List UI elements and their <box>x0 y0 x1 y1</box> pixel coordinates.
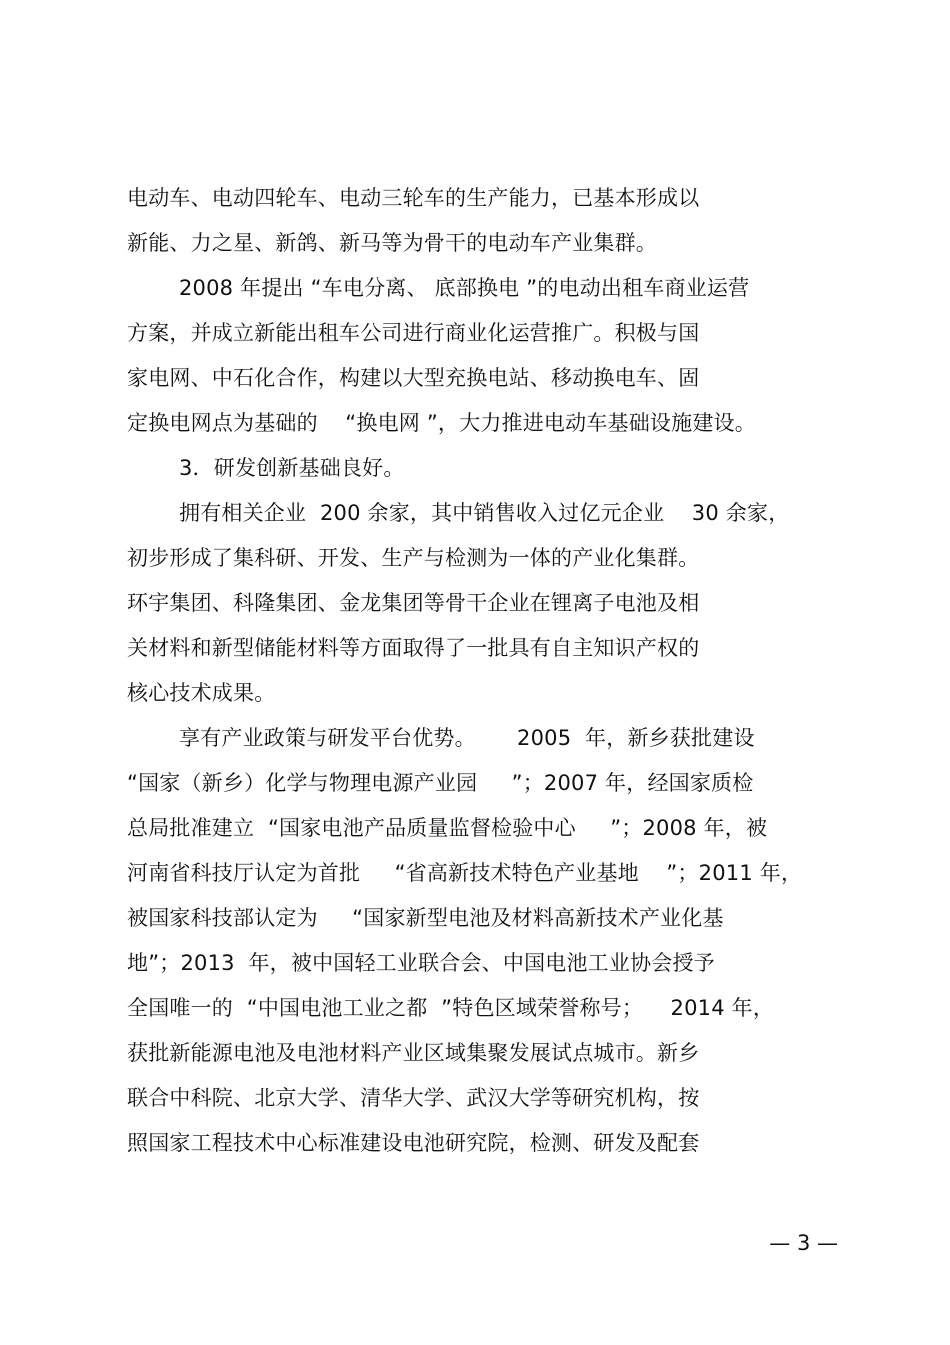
text-line: 电动车、电动四轮车、电动三轮车的生产能力，已基本形成以 <box>127 186 700 210</box>
text-line: 照国家工程技术中心标准建设电池研究院，检测、研发及配套 <box>127 1131 700 1155</box>
text-line: 联合中科院、北京大学、清华大学、武汉大学等研究机构，按 <box>127 1086 700 1110</box>
text-line: 享有产业政策与研发平台优势。 2005 年，新乡获批建设 <box>179 726 755 750</box>
text-line: 2008 年提出 “车电分离、 底部换电 ”的电动出租车商业运营 <box>179 276 750 300</box>
text-line: 家电网、中石化合作，构建以大型充换电站、移动换电车、固 <box>127 366 700 390</box>
text-line: 新能、力之星、新鸽、新马等为骨干的电动车产业集群。 <box>127 231 657 255</box>
text-line: 拥有相关企业 200 余家，其中销售收入过亿元企业 30 余家， <box>179 501 790 525</box>
page-number: — 3 — <box>769 1231 838 1255</box>
text-line: 关材料和新型储能材料等方面取得了一批具有自主知识产权的 <box>127 636 700 660</box>
section-heading: 3．研发创新基础良好。 <box>179 456 405 480</box>
text-line: 方案，并成立新能出租车公司进行商业化运营推广。积极与国 <box>127 321 700 345</box>
text-line: “国家（新乡）化学与物理电源产业园 ”；2007 年，经国家质检 <box>127 771 754 795</box>
text-line: 河南省科技厅认定为首批 “省高新技术特色产业基地 ”；2011 年， <box>127 861 803 885</box>
text-line: 总局批准建立 “国家电池产品质量监督检验中心 ”；2008 年，被 <box>127 816 768 840</box>
text-line: 全国唯一的 “中国电池工业之都 ”特色区域荣誉称号； 2014 年， <box>127 996 775 1020</box>
text-line: 被国家科技部认定为 “国家新型电池及材料高新技术产业化基 <box>127 906 724 930</box>
document-body <box>127 176 827 1166</box>
text-line: 定换电网点为基础的 “换电网 ”，大力推进电动车基础设施建设。 <box>127 411 756 435</box>
text-line: 地”；2013 年，被中国轻工业联合会、中国电池工业协会授予 <box>127 951 715 975</box>
text-line: 获批新能源电池及电池材料产业区域集聚发展试点城市。新乡 <box>127 1041 700 1065</box>
text-line: 核心技术成果。 <box>127 681 276 705</box>
text-line: 环宇集团、科隆集团、金龙集团等骨干企业在锂离子电池及相 <box>127 591 700 615</box>
text-line: 初步形成了集科研、开发、生产与检测为一体的产业化集群。 <box>127 546 700 570</box>
